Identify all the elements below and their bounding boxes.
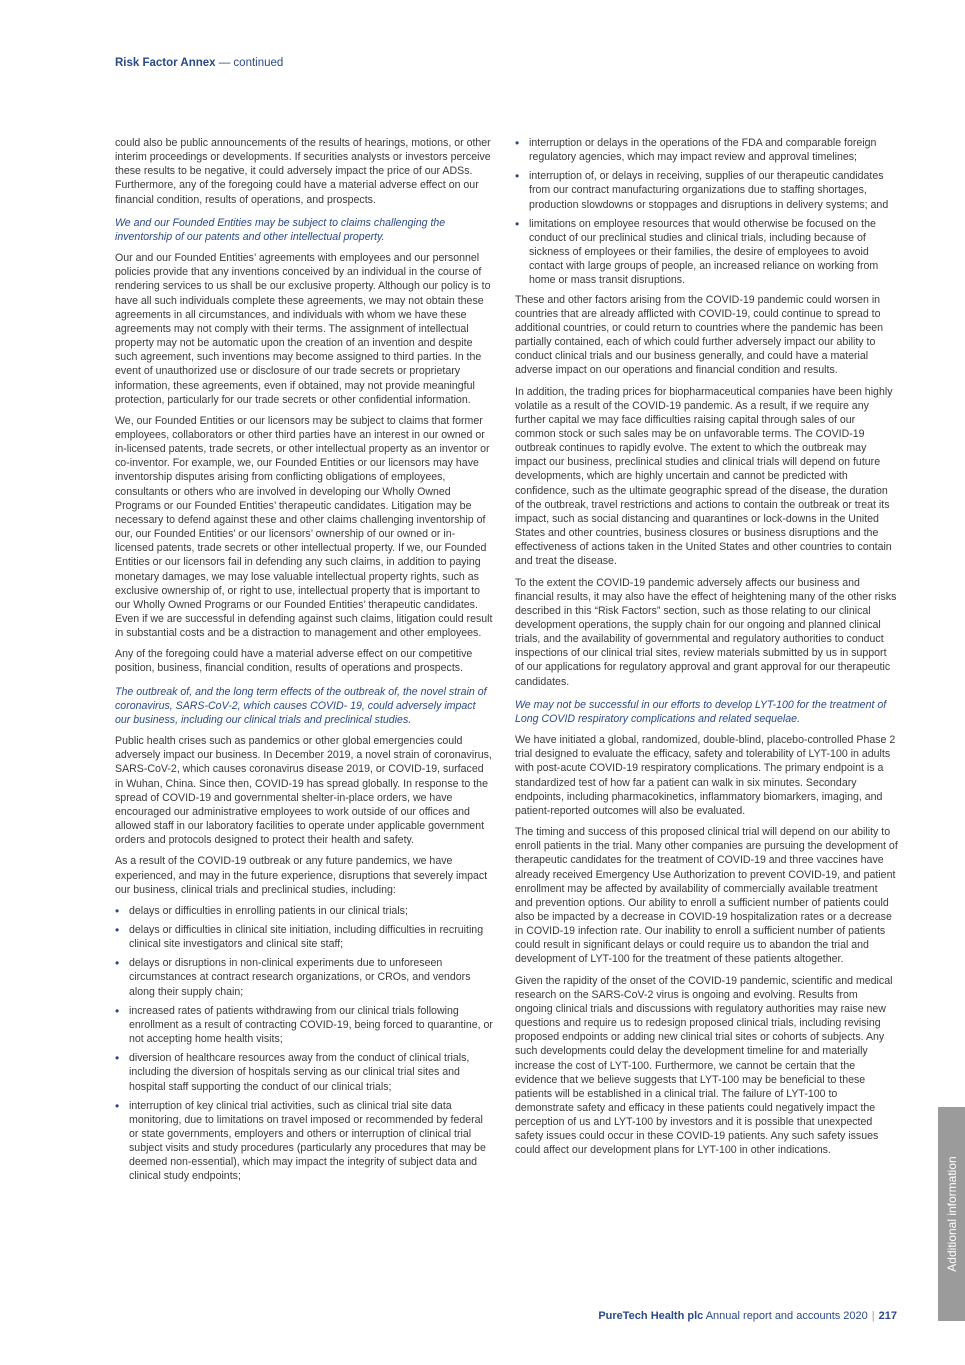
list-item: • limitations on employee resources that would otherwise be focused on the conduct of our preclinical studies and clinical trials, including because of sickness of employees or their families, the desire of employees to avoid contact with large groups of people, an increased reliance on working from home or mass transit disruptions. — [515, 217, 898, 288]
paragraph: We, our Founded Entities or our licensors may be subject to claims that former employees, collaborators or other third parties have an interest in our owned or in-licensed patents, trade secrets, or other intellectual property as an inventor or co-inventor. For example, we, our Founded Entities or our licensors may have inventorship disputes arising from conflicting obligations of employees, consultants or others who are involved in developing our Wholly Owned Programs or our Founded Entities’ therapeutic candidates. Litigation may be necessary to defend against these and other claims challenging inventorship of our, our Founded Entities’ or our licensors’ ownership of our owned or in-licensed patents, trade secrets or other intellectual property. If we, our Founded Entities or our licensors fail in defending any such claims, in addition to paying monetary damages, we may lose valuable intellectual property rights, such as exclusive ownership of, or right to use, intellectual property that is important to our Wholly Owned Programs or our Founded Entities’ therapeutic candidates. Even if we are successful in defending against such claims, litigation could result in substantial costs and be a distraction to management and other employees. — [115, 414, 493, 640]
running-header — [115, 57, 283, 69]
subheading: We may not be successful in our efforts to develop LYT-100 for the treatment of Long COVID respiratory complications and related sequelae. — [515, 698, 887, 725]
paragraph: To the extent the COVID-19 pandemic adversely affects our business and financial results, it may also have the effect of heightening many of the other risks described in this “Risk Factors” section, such as those relating to our clinical development operations, the supply chain for our ongoing and planned clinical trials, and the availability of governmental and regulatory authorities to conduct inspections of our clinical trial sites, review materials submitted by us in support of our applications for regulatory approval and grant approval for our therapeutic candidates. — [515, 576, 897, 688]
bullet-list — [515, 136, 898, 288]
paragraph: The timing and success of this proposed clinical trial will depend on our ability to enroll patients in the trial. Many other companies are pursuing the development of therapeutic candidates for the treatment of COVID-19 and three vaccines have already received Emergency Use Authorization to prevent COVID-19, and patient enrollment may be affected by availability of commercially available treatment and prevention options. Our ability to enroll a sufficient number of patients could also be impacted by a decrease in COVID-19 hospitalization rates or a decrease in COVID-19 infection rate. Our inability to enroll a sufficient number of patients could result in significant delays or could require us to abandon the trial and development of LYT-100 for the treatment of these patients altogether. — [515, 826, 898, 966]
page-number: 217 — [878, 1310, 897, 1322]
report-title: Annual report and accounts 2020 — [705, 1310, 868, 1322]
paragraph: We have initiated a global, randomized, double-blind, placebo-controlled Phase 2 trial designed to evaluate the efficacy, safety and tolerability of LYT-100 in adults with post-acute COVID-19 respiratory complications. The primary endpoint is a standardized test of how far a patient can walk in six minutes. Secondary endpoints, including pharmacokinetics, inflammatory biomarkers, imaging, and patient-reported outcomes will also be evaluated. — [515, 734, 896, 817]
page-footer — [598, 1310, 897, 1322]
list-item: • interruption of key clinical trial activities, such as clinical trial site data monitoring, due to limitations on travel imposed or recommended by federal or state governments, employers and others or interruption of clinical trial subject visits and study procedures (particularly any procedures that may be deemed non-essential), which may impact the integrity of subject data and clinical study endpoints; — [115, 1099, 493, 1184]
paragraph: These and other factors arising from the COVID-19 pandemic could worsen in countries that are already afflicted with COVID-19, could continue to spread to additional countries, or could return to countries where the pandemic has been partially contained, each of which could further adversely impact our ability to conduct clinical trials and our business generally, and could have a material adverse impact on our operations and financial condition and results. — [515, 293, 884, 377]
subheading: The outbreak of, and the long term effects of the outbreak of, the novel strain of coronavirus, SARS-CoV-2, which causes COVID- 19, could adversely impact our business, including our clinical trials and preclinical studies. — [115, 685, 487, 726]
list-item: • interruption of, or delays in receiving, supplies of our therapeutic candidates from our contract manufacturing organizations due to staffing shortages, production slowdowns or stoppages and disruptions in delivery systems; and — [515, 169, 898, 211]
section-title: Risk Factor Annex — [115, 57, 216, 69]
footer-divider: | — [871, 1310, 875, 1322]
paragraph: Public health crises such as pandemics or other global emergencies could adversely impact our business. In December 2019, a novel strain of coronavirus, SARS-CoV-2, which causes coronavirus disease 2019, or COVID-19, surfaced in Wuhan, China. Since then, COVID-19 has spread globally. In response to the spread of COVID-19 and governmental shelter-in-place orders, we have encouraged our administrative employees to work outside of our offices and allowed staff in our laboratory facilities to operate under applicable government orders and protocols designed to protect their health and safety. — [115, 735, 492, 847]
list-item: • increased rates of patients withdrawing from our clinical trials following enrollment as a result of contracting COVID-19, being forced to quarantine, or not accepting home health visits; — [115, 1004, 493, 1046]
right-column — [515, 136, 898, 1165]
paragraph: Any of the foregoing could have a material adverse effect on our competitive position, business, financial condition, results of operations and prospects. — [115, 648, 473, 675]
list-item: • delays or disruptions in non-clinical experiments due to unforeseen circumstances at contract research organizations, or CROs, and vendors along their supply chain; — [115, 956, 493, 998]
list-item: • interruption or delays in the operations of the FDA and comparable foreign regulatory agencies, which may impact review and approval timelines; — [515, 136, 898, 164]
subheading: We and our Founded Entities may be subject to claims challenging the inventorship of our patents and other intellectual property. — [115, 216, 446, 243]
paragraph: Our and our Founded Entities’ agreements with employees and our personnel policies provide that any inventions conceived by an individual in the course of rendering services to us shall be our exclusive property. Although our policy is to have all such individuals complete these agreements, we may not obtain these agreements in all circumstances, and individuals with whom we have these agreements may not comply with their terms. The assignment of intellectual property may not be automatic upon the creation of an invention and despite such agreement, such inventions may become assigned to third parties. In the event of unauthorized use or disclosure of our trade secrets or proprietary information, these agreements, even if obtained, may not provide meaningful protection, particularly for our trade secrets or other confidential information. — [115, 252, 491, 406]
continued-label: — continued — [215, 57, 284, 69]
paragraph: In addition, the trading prices for biopharmaceutical companies have been highly volatile as a result of the COVID-19 pandemic. As a result, if we require any further capital we may face difficulties raising capital through sales of our common stock or such sales may be on unfavorable terms. The COVID-19 outbreak continues to rapidly evolve. The extent to which the outbreak may impact our business, preclinical studies and clinical trials will depend on future developments, which are highly uncertain and cannot be predicted with confidence, such as the ultimate geographic spread of the disease, the duration of the outbreak, travel restrictions and actions to contain the outbreak or treat its impact, such as social distancing and quarantines or lock-downs in the United States and other countries, business closures or business disruptions and the effectiveness of actions taken in the United States and other countries to contain and treat the disease. — [515, 385, 893, 568]
paragraph: could also be public announcements of the results of hearings, motions, or other interim proceedings or developments. If securities analysts or investors perceive these results to be negative, it could adversely impact the price of our ADSs. Furthermore, any of the foregoing could have a material adverse effect on our financial condition, results of operations, and prospects. — [115, 137, 491, 206]
paragraph: As a result of the COVID-19 outbreak or any future pandemics, we have experienced, and may in the future experience, disruptions that severely impact our business, clinical trials and preclinical studies, including: — [115, 855, 488, 896]
list-item: • diversion of healthcare resources away from the conduct of clinical trials, including the diversion of hospitals serving as our clinical trial sites and hospital staff supporting the conduct of our clinical trials; — [115, 1051, 493, 1093]
list-item: • delays or difficulties in clinical site initiation, including difficulties in recruiting clinical site investigators and clinical site staff; — [115, 923, 493, 951]
section-side-tab — [938, 1107, 965, 1321]
paragraph: Given the rapidity of the onset of the COVID-19 pandemic, scientific and medical research on the SARS-CoV-2 virus is ongoing and evolving. Results from ongoing clinical trials and discussions with regulatory authorities may raise new questions and require us to redesign proposed clinical trials, including revising proposed endpoints or adding new clinical trial sites or cohorts of subjects. Any such developments could delay the development timeline for and materially increase the cost of LYT-100. Furthermore, we cannot be certain that the evidence that we believe suggests that LYT-100 may be beneficial to these patients will be established in a clinical trial. The failure of LYT-100 to demonstrate safety and efficacy in these patients could negatively impact the perception of us and LYT-100 by investors and it is possible that unexpected safety issues could occur in these COVID-19 patients. Any such safety issues could affect our development plans for LYT-100 in other indications. — [515, 974, 893, 1157]
bullet-list — [115, 904, 493, 1184]
side-tab-label: Additional information — [944, 1156, 959, 1272]
company-name: PureTech Health plc — [598, 1310, 704, 1322]
list-item: • delays or difficulties in enrolling patients in our clinical trials; — [115, 904, 493, 918]
left-column — [115, 136, 493, 1189]
